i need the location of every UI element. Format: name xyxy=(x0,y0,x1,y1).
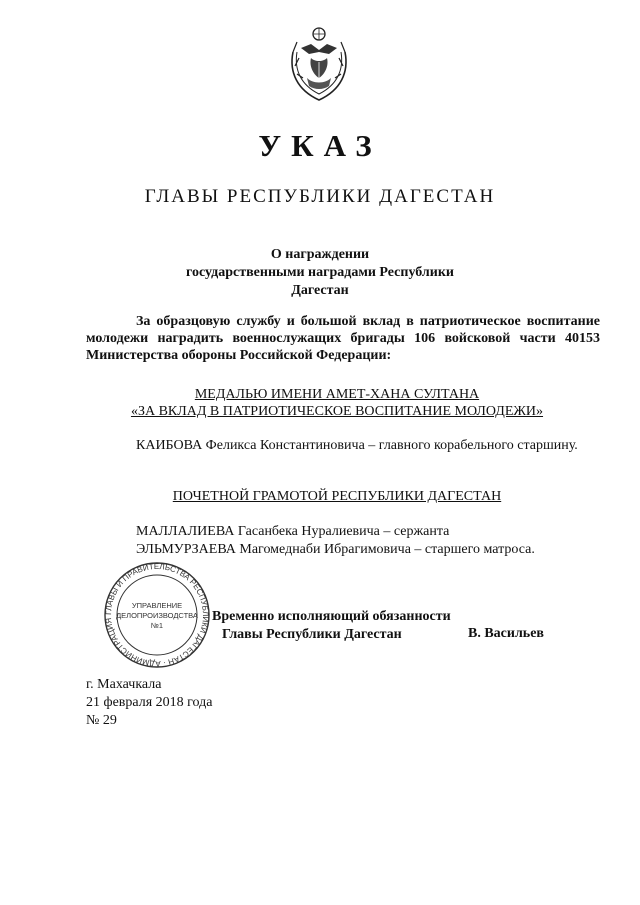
coat-of-arms-icon xyxy=(283,22,355,104)
preamble-text: За образцовую службу и большой вклад в патриотическое воспитание молодежи наградить военнослужащих бригады 106 войсковой части 40153 Министерства обороны Российской Федерации: xyxy=(86,314,600,363)
award-heading-certificate: ПОЧЕТНОЙ ГРАМОТОЙ РЕСПУБЛИКИ ДАГЕСТАН xyxy=(172,489,502,504)
recipient-item: ЭЛЬМУРЗАЕВА Магомеднаби Ибрагимовича – старшего матроса. xyxy=(136,542,535,557)
signatory-title-line-2: Главы Республики Дагестан xyxy=(222,627,402,642)
decree-preamble xyxy=(86,313,600,364)
stamp-line-2: ДЕЛОПРОИЗВОДСТВА xyxy=(116,611,198,620)
award-heading-line-2: «ЗА ВКЛАД В ПАТРИОТИЧЕСКОЕ ВОСПИТАНИЕ МОЛОДЕЖИ» xyxy=(130,404,544,419)
official-stamp-icon xyxy=(92,560,222,670)
document-title: УКАЗ xyxy=(258,128,382,163)
recipient-item: МАЛЛАЛИЕВА Гасанбека Нуралиевича – сержанта xyxy=(136,524,450,539)
stamp-line-3: №1 xyxy=(150,621,164,630)
document-subtitle: ГЛАВЫ РЕСПУБЛИКИ ДАГЕСТАН xyxy=(144,186,496,207)
recipient-list xyxy=(136,523,535,559)
document-footer xyxy=(86,676,213,730)
stamp-ring-text: ГЛАВЫ И ПРАВИТЕЛЬСТВА РЕСПУБЛИКИ ДАГЕСТАН · АДМИНИСТРАЦИЯ xyxy=(103,561,211,669)
subject-line-1: О награждении xyxy=(270,247,370,262)
issue-date: 21 февраля 2018 года xyxy=(86,695,213,710)
recipient-text: КАИБОВА Феликса Константиновича – главного корабельного старшину. xyxy=(136,438,578,453)
subject-line-2: государственными наградами Республики Дагестан xyxy=(185,265,454,298)
decree-number: № 29 xyxy=(86,713,117,728)
stamp-line-1: УПРАВЛЕНИЕ xyxy=(131,601,183,610)
decree-subject xyxy=(160,246,480,300)
issue-city: г. Махачкала xyxy=(86,677,162,692)
signatory-title xyxy=(212,608,472,644)
award-heading-medal xyxy=(60,386,614,420)
signatory-name: В. Васильев xyxy=(468,626,544,641)
recipient-item xyxy=(86,437,600,455)
award-heading-line-1: МЕДАЛЬЮ ИМЕНИ АМЕТ-ХАНА СУЛТАНА xyxy=(194,387,480,402)
signatory-title-line-1: Временно исполняющий обязанности xyxy=(212,609,451,624)
